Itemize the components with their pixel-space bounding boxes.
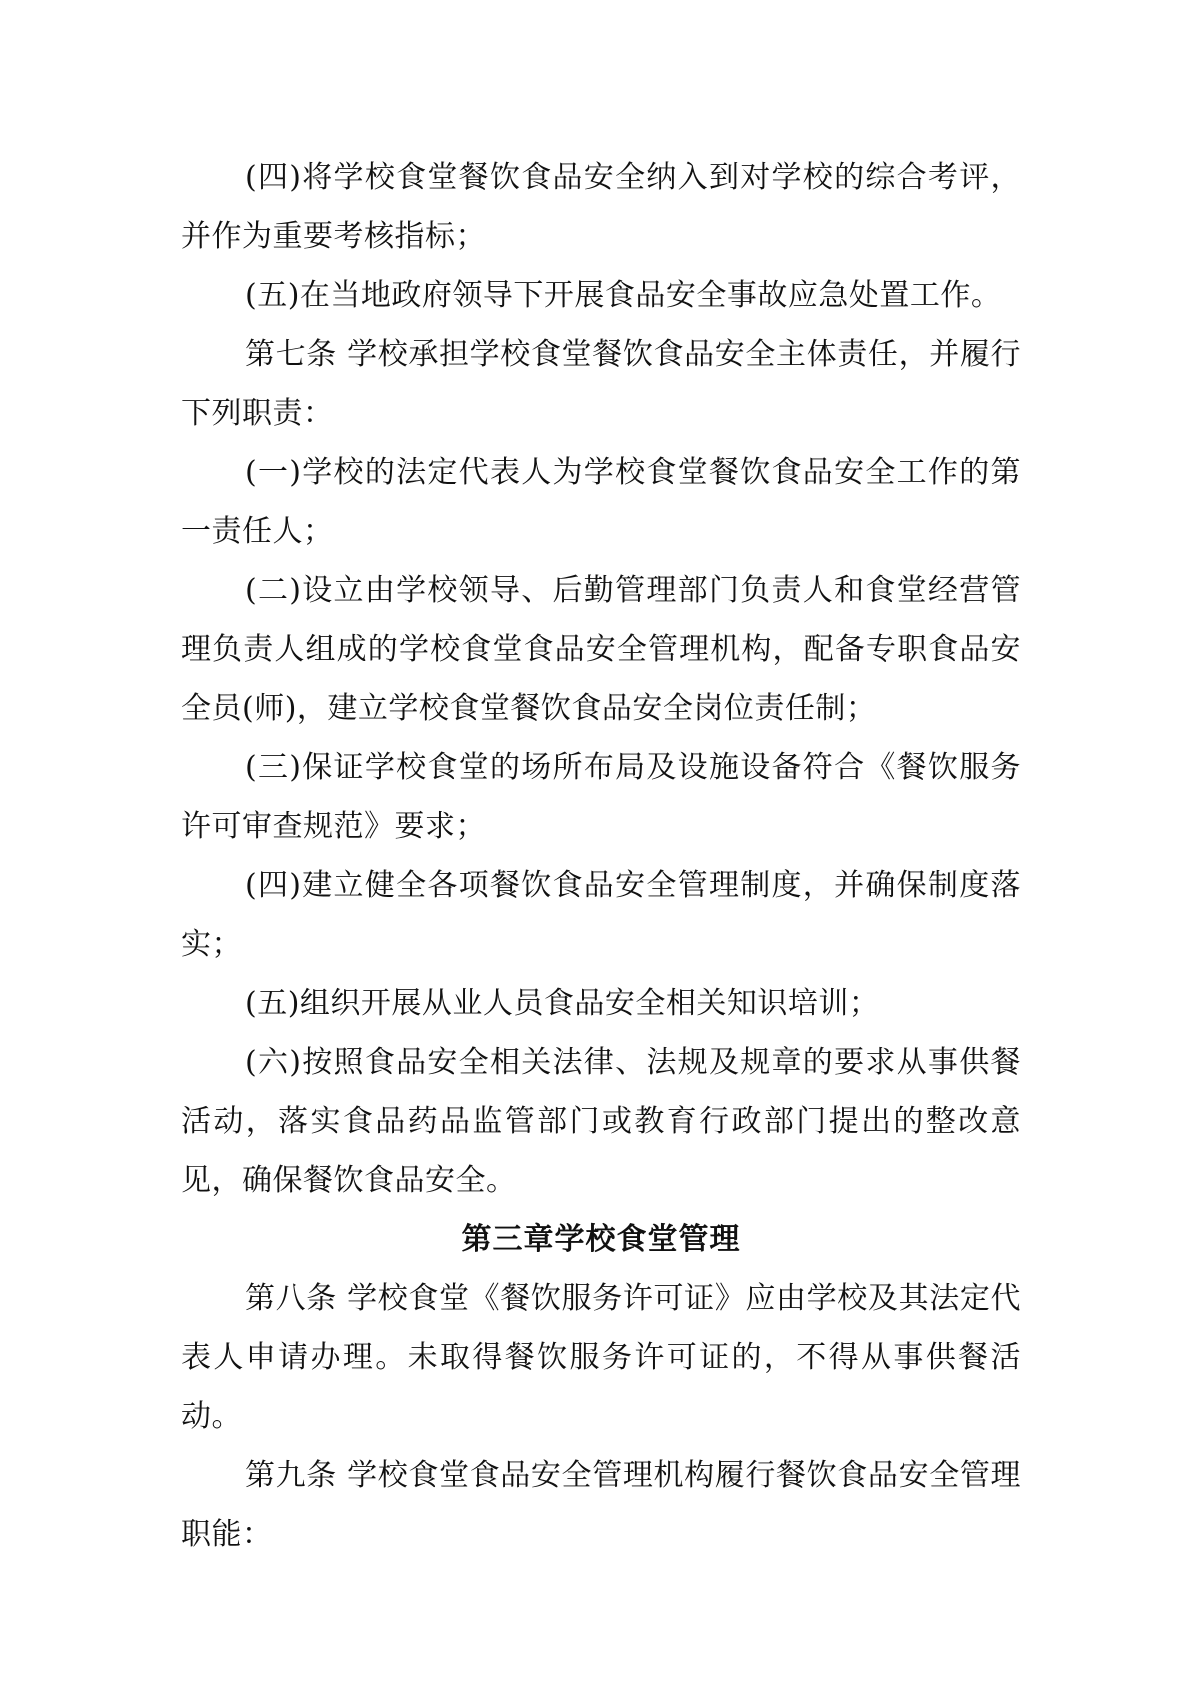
paragraph-item-4: (四)将学校食堂餐饮食品安全纳入到对学校的综合考评，并作为重要考核指标； [181,160,1021,254]
paragraph-duty-1: (一)学校的法定代表人为学校食堂餐饮食品安全工作的第一责任人； [181,455,1021,549]
article-7-intro: 第七条 学校承担学校食堂餐饮食品安全主体责任，并履行下列职责： [181,337,1021,431]
article-9-intro: 第九条 学校食堂食品安全管理机构履行餐饮食品安全管理职能： [181,1458,1021,1552]
paragraph-duty-3: (三)保证学校食堂的场所布局及设施设备符合《餐饮服务许可审查规范》要求； [181,750,1021,844]
paragraph-duty-5: (五)组织开展从业人员食品安全相关知识培训； [245,986,880,1021]
article-8: 第八条 学校食堂《餐饮服务许可证》应由学校及其法定代表人申请办理。未取得餐饮服务许可证的，不得从事供餐活动。 [181,1281,1021,1434]
paragraph-duty-6: (六)按照食品安全相关法律、法规及规章的要求从事供餐活动，落实食品药品监管部门或教育行政部门提出的整改意见，确保餐饮食品安全。 [181,1045,1021,1198]
chapter-heading: 第三章学校食堂管理 [461,1222,741,1257]
paragraph-duty-4: (四)建立健全各项餐饮食品安全管理制度，并确保制度落实； [181,868,1021,962]
paragraph-item-5: (五)在当地政府领导下开展食品安全事故应急处置工作。 [245,278,1002,313]
paragraph-duty-2: (二)设立由学校领导、后勤管理部门负责人和食堂经营管理负责人组成的学校食堂食品安全管理机构，配备专职食品安全员(师)，建立学校食堂餐饮食品安全岗位责任制； [181,573,1021,726]
document-body [181,148,1021,1564]
